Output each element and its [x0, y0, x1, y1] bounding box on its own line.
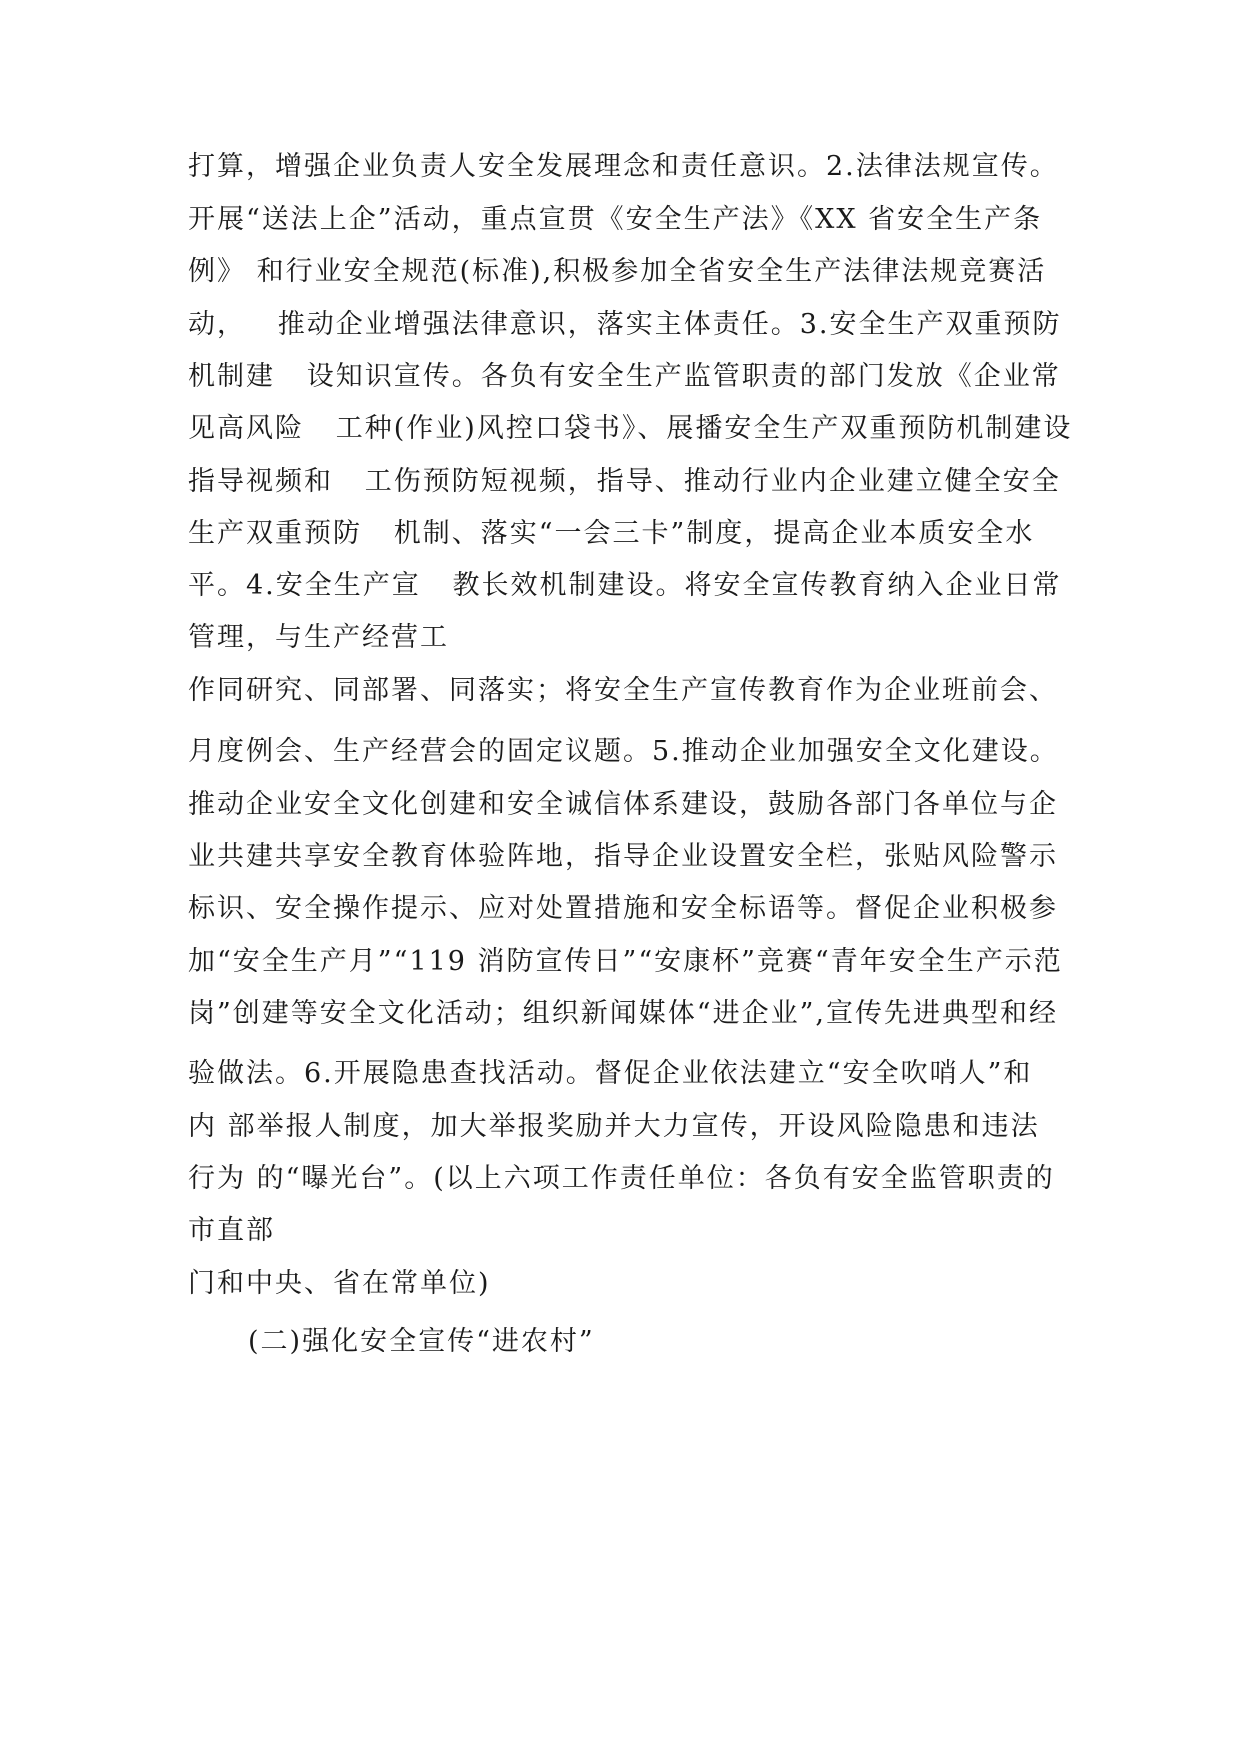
body-text-line: 业共建共享安全教育体验阵地，指导企业设置安全栏，张贴风险警示: [188, 841, 1058, 872]
body-text-line: 机制建 设知识宣传。各负有安全生产监管职责的部门发放《企业常: [188, 361, 1061, 392]
body-text-line: 门和中央、省在常单位): [188, 1268, 491, 1299]
body-text-line: 行为 的“曝光台”。(以上六项工作责任单位：各负有安全监管职责的: [188, 1163, 1055, 1194]
body-text-line: 见高风险 工种(作业)风控口袋书》、展播安全生产双重预防机制建设: [188, 413, 1073, 444]
body-text-line: 作同研究、同部署、同落实；将安全生产宣传教育作为企业班前会、: [188, 675, 1058, 706]
body-text-line: 加“安全生产月”“119 消防宣传日”“安康杯”竞赛“青年安全生产示范: [188, 946, 1063, 977]
body-text-line: 打算，增强企业负责人安全发展理念和责任意识。2.法律法规宣传。: [188, 151, 1059, 182]
body-text-line: 例》 和行业安全规范(标准),积极参加全省安全生产法律法规竞赛活: [188, 256, 1047, 287]
body-text-line: 标识、安全操作提示、应对处置措施和安全标语等。督促企业积极参: [188, 893, 1058, 924]
body-text-line: 推动企业安全文化创建和安全诚信体系建设，鼓励各部门各单位与企: [188, 789, 1058, 820]
section-heading: (二)强化安全宣传“进农村”: [248, 1326, 595, 1357]
body-text-line: 指导视频和 工伤预防短视频，指导、推动行业内企业建立健全安全: [188, 466, 1061, 497]
body-text-line: 岗”创建等安全文化活动；组织新闻媒体“进企业”,宣传先进典型和经: [188, 998, 1058, 1029]
body-text-line: 管理，与生产经营工: [188, 622, 449, 653]
body-text-line: 市直部: [188, 1215, 275, 1246]
body-text-line: 月度例会、生产经营会的固定议题。5.推动企业加强安全文化建设。: [188, 736, 1059, 767]
body-text-line: 平。4.安全生产宣 教长效机制建设。将安全宣传教育纳入企业日常: [188, 570, 1062, 601]
body-text-line: 验做法。6.开展隐患查找活动。督促企业依法建立“安全吹哨人”和: [188, 1058, 1033, 1089]
body-text-line: 生产双重预防 机制、落实“一会三卡”制度，提高企业本质安全水: [188, 518, 1035, 549]
body-text-line: 内 部举报人制度，加大举报奖励并大力宣传，开设风险隐患和违法: [188, 1111, 1040, 1142]
body-text-line: 动， 推动企业增强法律意识，落实主体责任。3.安全生产双重预防: [188, 309, 1062, 340]
body-text-line: 开展“送法上企”活动，重点宣贯《安全生产法》《XX 省安全生产条: [188, 204, 1043, 235]
